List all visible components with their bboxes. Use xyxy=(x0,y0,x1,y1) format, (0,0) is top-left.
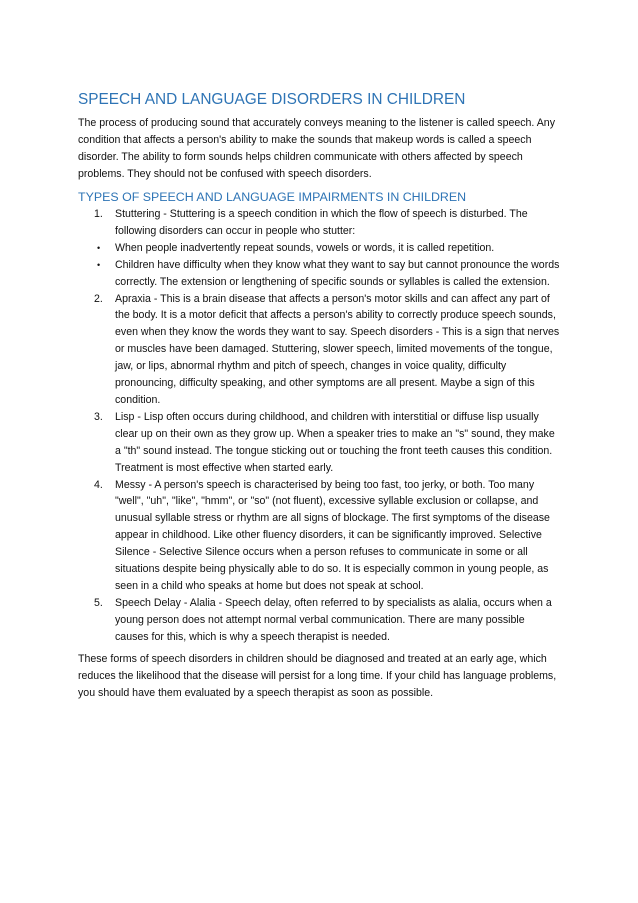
list-item-text: Messy - A person's speech is characterised by being too fast, too jerky, or both. Too many "well", "uh", "like", "hmm", or "so" (not fluent), excessive syllable exclusion or collapse, and unusual syllable stress or rhythm are all signs of blockage. The first symptoms of the disease appear in childhood. Like other fluency disorders, it can be significantly improved. Selective Silence - Selective Silence occurs when a person refuses to communicate in some or all situations despite being physically able to do so. It is especially common in young people, as seen in a child who speaks at home but does not speak at school. xyxy=(115,478,550,592)
list-number: 5. xyxy=(94,596,103,609)
list-number: 4. xyxy=(94,478,103,491)
list-item-text: Speech Delay - Alalia - Speech delay, often referred to by specialists as alalia, occurs when a young person does not attempt normal verbal communication. There are many possible causes for this, which is why a speech therapist is needed. xyxy=(115,596,552,643)
list-number: 3. xyxy=(94,410,103,423)
bullet-icon: • xyxy=(97,242,101,253)
impairments-list xyxy=(78,206,560,646)
intro-paragraph: The process of producing sound that accurately conveys meaning to the listener is called speech. Any condition that affects a person's ability to make the sounds that makeup words is called a speech disorder. The ability to form sounds helps children communicate with others affected by speech problems. They should not be confused with speech disorders. xyxy=(78,117,555,180)
list-number: 1. xyxy=(94,208,103,220)
list-item-text: When people inadvertently repeat sounds, vowels or words, it is called repetition. xyxy=(115,241,495,254)
list-item-text: Lisp - Lisp often occurs during childhood, and children with interstitial or diffuse lisp usually clear up on their own as they grow up. When a speaker tries to make an "s" sound, they make a "th" sound instead. The tongue sticking out or touching the front teeth causes this condition. Treatment is most effective when started early. xyxy=(115,410,555,474)
list-item-speech-delay xyxy=(78,595,560,646)
document-title: SPEECH AND LANGUAGE DISORDERS IN CHILDREN xyxy=(78,91,466,108)
closing-paragraph: These forms of speech disorders in children should be diagnosed and treated at an early age, which reduces the likelihood that the disease will persist for a long time. If your child has language problems, you should have them evaluated by a speech therapist as soon as possible. xyxy=(78,652,557,699)
list-item-messy xyxy=(78,477,560,595)
list-item-text: Children have difficulty when they know what they want to say but cannot pronounce the words correctly. The extension or lengthening of specific sounds or syllables is called the extension. xyxy=(115,258,560,288)
section-subtitle: TYPES OF SPEECH AND LANGUAGE IMPAIRMENTS IN CHILDREN xyxy=(78,190,467,204)
list-item-stuttering xyxy=(78,206,560,240)
list-item-repetition xyxy=(78,240,560,257)
bullet-icon: • xyxy=(97,259,101,270)
list-item-text: Stuttering - Stuttering is a speech condition in which the flow of speech is disturbed. The following disorders can occur in people who stutter: xyxy=(115,208,528,237)
list-item-text: Apraxia - This is a brain disease that affects a person's motor skills and can affect any part of the body. It is a motor deficit that affects a person's ability to correctly produce speech sounds, even when they know the words they want to say. Speech disorders - This is a sign that nerves or muscles have been damaged. Stuttering, slower speech, limited movements of the tongue, jaw, or lips, abnormal rhythm and pitch of speech, changes in voice quality, difficulty pronouncing, difficulty speaking, and other symptoms are all present. Maybe a sign of this condition. xyxy=(115,292,560,406)
list-item-apraxia xyxy=(78,291,560,409)
list-item-lisp xyxy=(78,409,560,477)
document-page xyxy=(78,90,560,702)
list-item-extension xyxy=(78,257,560,291)
list-number: 2. xyxy=(94,292,103,305)
